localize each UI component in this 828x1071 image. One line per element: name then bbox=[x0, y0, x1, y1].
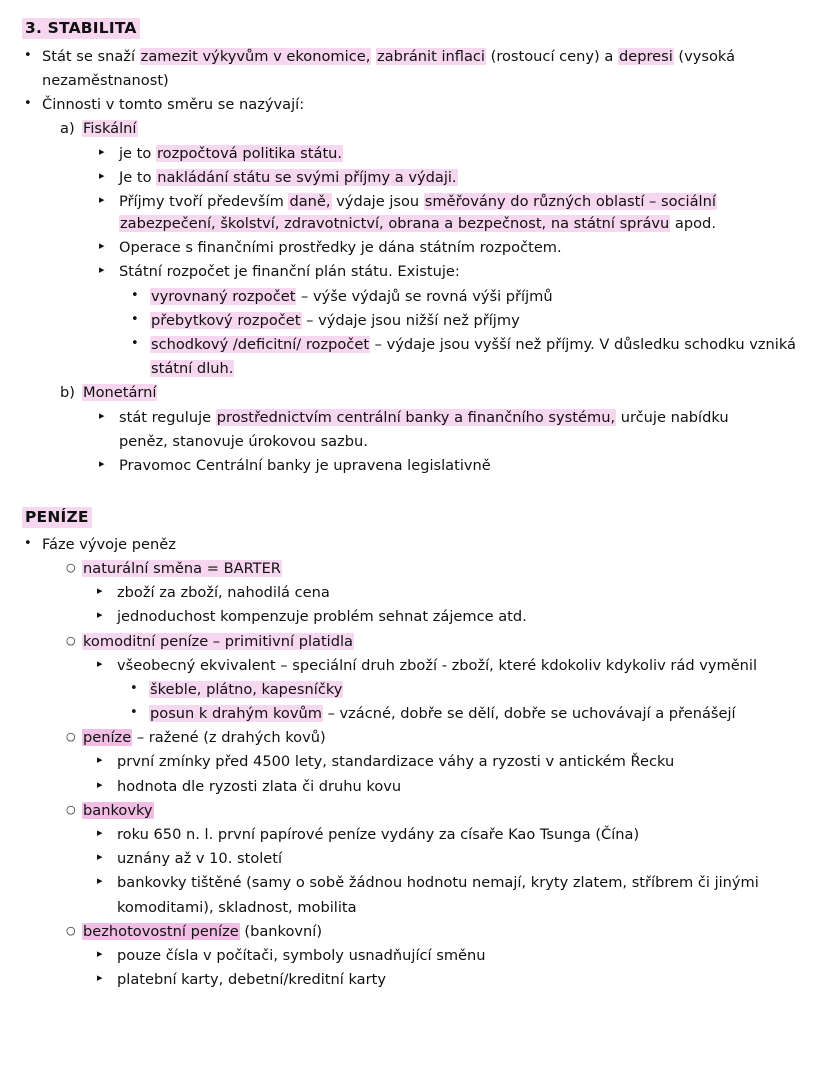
highlighted-run: bankovky bbox=[83, 801, 153, 819]
list-item bbox=[99, 191, 806, 235]
list-item-text bbox=[82, 558, 806, 580]
bullet-arrow-icon: ▸ bbox=[97, 946, 103, 960]
highlighted-run: daně, bbox=[289, 192, 331, 210]
list-item bbox=[131, 310, 806, 332]
bullet-arrow-icon: ▸ bbox=[97, 777, 103, 791]
list-item-text bbox=[149, 679, 806, 701]
bullet-arrow-icon: ▸ bbox=[97, 826, 103, 839]
list-item-text bbox=[42, 46, 806, 68]
bullet-filled-icon: • bbox=[131, 287, 139, 303]
list-item-text bbox=[119, 167, 806, 189]
list-item-text: Pravomoc Centrální banky je upravena legislativně bbox=[119, 456, 491, 474]
text-run: stát reguluje bbox=[119, 408, 216, 426]
text-run: – výdaje jsou vyšší než příjmy. V důsledku schodku vzniká bbox=[370, 335, 796, 353]
list-item bbox=[97, 848, 806, 870]
bullet-arrow-icon: ▸ bbox=[97, 971, 103, 985]
bullet-hollow-icon: ○ bbox=[66, 730, 76, 744]
bullet-filled-icon: • bbox=[131, 335, 139, 351]
list-item bbox=[131, 286, 806, 308]
list-item-continuation bbox=[99, 431, 806, 453]
list-item bbox=[97, 872, 806, 894]
highlighted-run: vyrovnaný rozpočet bbox=[151, 287, 296, 305]
list-item bbox=[66, 727, 806, 749]
bullet-arrow-icon: ▸ bbox=[99, 144, 105, 158]
bullet-arrow-icon: ▸ bbox=[99, 456, 105, 470]
list-item bbox=[97, 582, 806, 604]
list-item-text bbox=[150, 358, 806, 380]
bullet-hollow-icon: ○ bbox=[66, 633, 76, 647]
highlighted-run: Fiskální bbox=[83, 120, 137, 138]
highlighted-run: peníze bbox=[83, 729, 132, 747]
text-run: – výše výdajů se rovná výši příjmů bbox=[296, 287, 553, 305]
list-item bbox=[97, 751, 806, 773]
list-item-text bbox=[150, 310, 806, 332]
list-item bbox=[130, 679, 806, 701]
bullet-filled-icon: • bbox=[24, 535, 32, 551]
list-item-continuation bbox=[24, 70, 806, 92]
section-title-text: PENÍZE bbox=[22, 507, 92, 528]
list-item bbox=[66, 921, 806, 943]
list-item-text bbox=[119, 407, 806, 429]
list-item bbox=[99, 167, 806, 189]
text-run: (vysoká bbox=[673, 47, 736, 65]
list-item bbox=[66, 631, 806, 653]
list-item-text: jednoduchost kompenzuje problém sehnat zájemce atd. bbox=[117, 608, 527, 626]
list-item-monetarni bbox=[60, 382, 806, 404]
bullet-filled-icon: • bbox=[24, 96, 32, 112]
list-item-text: komoditami), skladnost, mobilita bbox=[117, 898, 357, 916]
letter-marker-b: b) bbox=[60, 384, 75, 402]
list-item bbox=[130, 703, 806, 725]
list-item bbox=[24, 46, 806, 68]
text-run: – vzácné, dobře se dělí, dobře se uchovávají a přenášejí bbox=[322, 705, 736, 723]
bullet-arrow-icon: ▸ bbox=[99, 408, 105, 422]
bullet-hollow-icon: ○ bbox=[66, 802, 76, 816]
list-item-continuation bbox=[131, 358, 806, 380]
list-item-text: hodnota dle ryzosti zlata či druhu kovu bbox=[117, 777, 402, 795]
list-item bbox=[99, 407, 806, 429]
bullet-arrow-icon: ▸ bbox=[99, 192, 105, 206]
list-item-text bbox=[149, 703, 806, 725]
list-item bbox=[131, 334, 806, 356]
bullet-arrow-icon: ▸ bbox=[97, 608, 103, 622]
text-run: – ražené (z drahých kovů) bbox=[132, 729, 326, 747]
text-run: (bankovní) bbox=[239, 922, 323, 940]
list-item-text: platební karty, debetní/kreditní karty bbox=[117, 971, 386, 989]
bullet-arrow-icon: ▸ bbox=[99, 168, 105, 182]
highlighted-run: státní dluh. bbox=[151, 360, 234, 378]
page-title bbox=[22, 18, 806, 39]
highlighted-run: zamezit výkyvům v ekonomice, bbox=[140, 47, 371, 65]
list-item bbox=[97, 606, 806, 628]
list-item bbox=[97, 945, 806, 967]
text-run: Je to bbox=[119, 168, 157, 186]
list-item-text: zboží za zboží, nahodilá cena bbox=[117, 584, 330, 602]
list-item-text bbox=[119, 143, 806, 165]
page-title-text: 3. STABILITA bbox=[22, 18, 140, 39]
list-item-text bbox=[82, 921, 806, 943]
text-run: apod. bbox=[670, 215, 716, 233]
bullet-arrow-icon: ▸ bbox=[99, 263, 105, 277]
list-item-text: Operace s finančními prostředky je dána státním rozpočtem. bbox=[119, 239, 562, 257]
highlighted-run: bezhotovostní peníze bbox=[83, 922, 239, 940]
text-run: – výdaje jsou nižší než příjmy bbox=[301, 311, 520, 329]
section-title-penize bbox=[22, 507, 806, 528]
list-item bbox=[99, 237, 806, 259]
text-run: Příjmy tvoří především bbox=[119, 192, 289, 210]
list-item-text bbox=[82, 727, 806, 749]
highlighted-run: prostřednictvím centrální banky a finančního systému, bbox=[216, 408, 616, 426]
list-item-text: Fáze vývoje peněz bbox=[42, 535, 176, 553]
highlighted-run: rozpočtová politika státu. bbox=[156, 144, 343, 162]
list-item bbox=[99, 455, 806, 477]
bullet-arrow-icon: ▸ bbox=[97, 874, 103, 888]
highlighted-run: komoditní peníze – primitivní platidla bbox=[83, 632, 353, 650]
highlighted-run: Monetární bbox=[83, 384, 157, 402]
list-item-text: roku 650 n. l. první papírové peníze vydány za císaře Kao Tsunga (Čína) bbox=[117, 826, 640, 843]
bullet-filled-icon: • bbox=[130, 680, 138, 696]
bullet-filled-icon: • bbox=[130, 705, 138, 721]
highlighted-run: přebytkový rozpočet bbox=[151, 311, 301, 329]
list-item-text bbox=[119, 191, 806, 235]
list-item-text: první zmínky před 4500 lety, standardizace váhy a ryzosti v antickém Řecku bbox=[117, 753, 675, 771]
list-item bbox=[97, 655, 806, 677]
list-item-text: Státní rozpočet je finanční plán státu. Existuje: bbox=[119, 263, 460, 281]
list-item-text bbox=[82, 800, 806, 822]
list-item bbox=[99, 261, 806, 283]
highlighted-run: depresi bbox=[618, 47, 673, 65]
list-item-continuation bbox=[97, 897, 806, 919]
list-item-text: pouze čísla v počítači, symboly usnadňující směnu bbox=[117, 946, 486, 964]
highlighted-run: schodkový /deficitní/ rozpočet bbox=[151, 335, 370, 353]
bullet-hollow-icon: ○ bbox=[66, 923, 76, 937]
text-run: (rostoucí ceny) a bbox=[485, 47, 618, 65]
list-item-text bbox=[150, 286, 806, 308]
list-item-text: peněz, stanovuje úrokovou sazbu. bbox=[119, 432, 368, 450]
text-run: určuje nabídku bbox=[616, 408, 729, 426]
list-item-text: bankovky tištěné (samy o sobě žádnou hodnotu nemají, kryty zlatem, stříbrem či jinými bbox=[117, 874, 759, 892]
list-item bbox=[66, 558, 806, 580]
list-item bbox=[24, 94, 806, 116]
list-item-text bbox=[82, 631, 806, 653]
text-run: výdaje jsou bbox=[331, 192, 424, 210]
bullet-filled-icon: • bbox=[131, 311, 139, 327]
highlighted-run: zabránit inflaci bbox=[376, 47, 485, 65]
bullet-hollow-icon: ○ bbox=[66, 561, 76, 575]
list-item-text: všeobecný ekvivalent – speciální druh zboží - zboží, které kdokoliv kdykoliv rád vyměnil bbox=[117, 656, 758, 674]
list-item-text bbox=[150, 334, 806, 356]
list-item bbox=[24, 534, 806, 556]
highlighted-run: posun k drahým kovům bbox=[150, 705, 322, 723]
highlighted-run: škeble, plátno, kapesníčky bbox=[150, 680, 343, 698]
bullet-arrow-icon: ▸ bbox=[97, 584, 103, 598]
bullet-arrow-icon: ▸ bbox=[97, 753, 103, 767]
text-run: Stát se snaží bbox=[42, 47, 140, 65]
list-item bbox=[97, 969, 806, 991]
list-item-fiskalni bbox=[60, 118, 806, 140]
bullet-arrow-icon: ▸ bbox=[97, 656, 103, 670]
list-item-text bbox=[82, 118, 806, 140]
list-item bbox=[99, 143, 806, 165]
list-item bbox=[97, 824, 806, 846]
highlighted-run: naturální směna = BARTER bbox=[83, 560, 281, 578]
highlighted-run: nakládání státu se svými příjmy a výdaji. bbox=[157, 168, 457, 186]
text-run: je to bbox=[119, 144, 156, 162]
bullet-arrow-icon: ▸ bbox=[99, 239, 105, 253]
bullet-arrow-icon: ▸ bbox=[97, 850, 103, 864]
letter-marker-a: a) bbox=[60, 120, 75, 138]
list-item-text: uznány až v 10. století bbox=[117, 850, 283, 868]
list-item bbox=[97, 776, 806, 798]
list-item-text: Činnosti v tomto směru se nazývají: bbox=[42, 96, 305, 114]
highlighted-run: směřovány do různých oblastí – sociální zabezpečení, školství, zdravotnictví, obrana a bezpečnost, na státní správu bbox=[120, 192, 716, 233]
list-item bbox=[66, 800, 806, 822]
list-item-text: nezaměstnanost) bbox=[42, 72, 169, 90]
list-item-text bbox=[82, 382, 806, 404]
bullet-filled-icon: • bbox=[24, 47, 32, 63]
